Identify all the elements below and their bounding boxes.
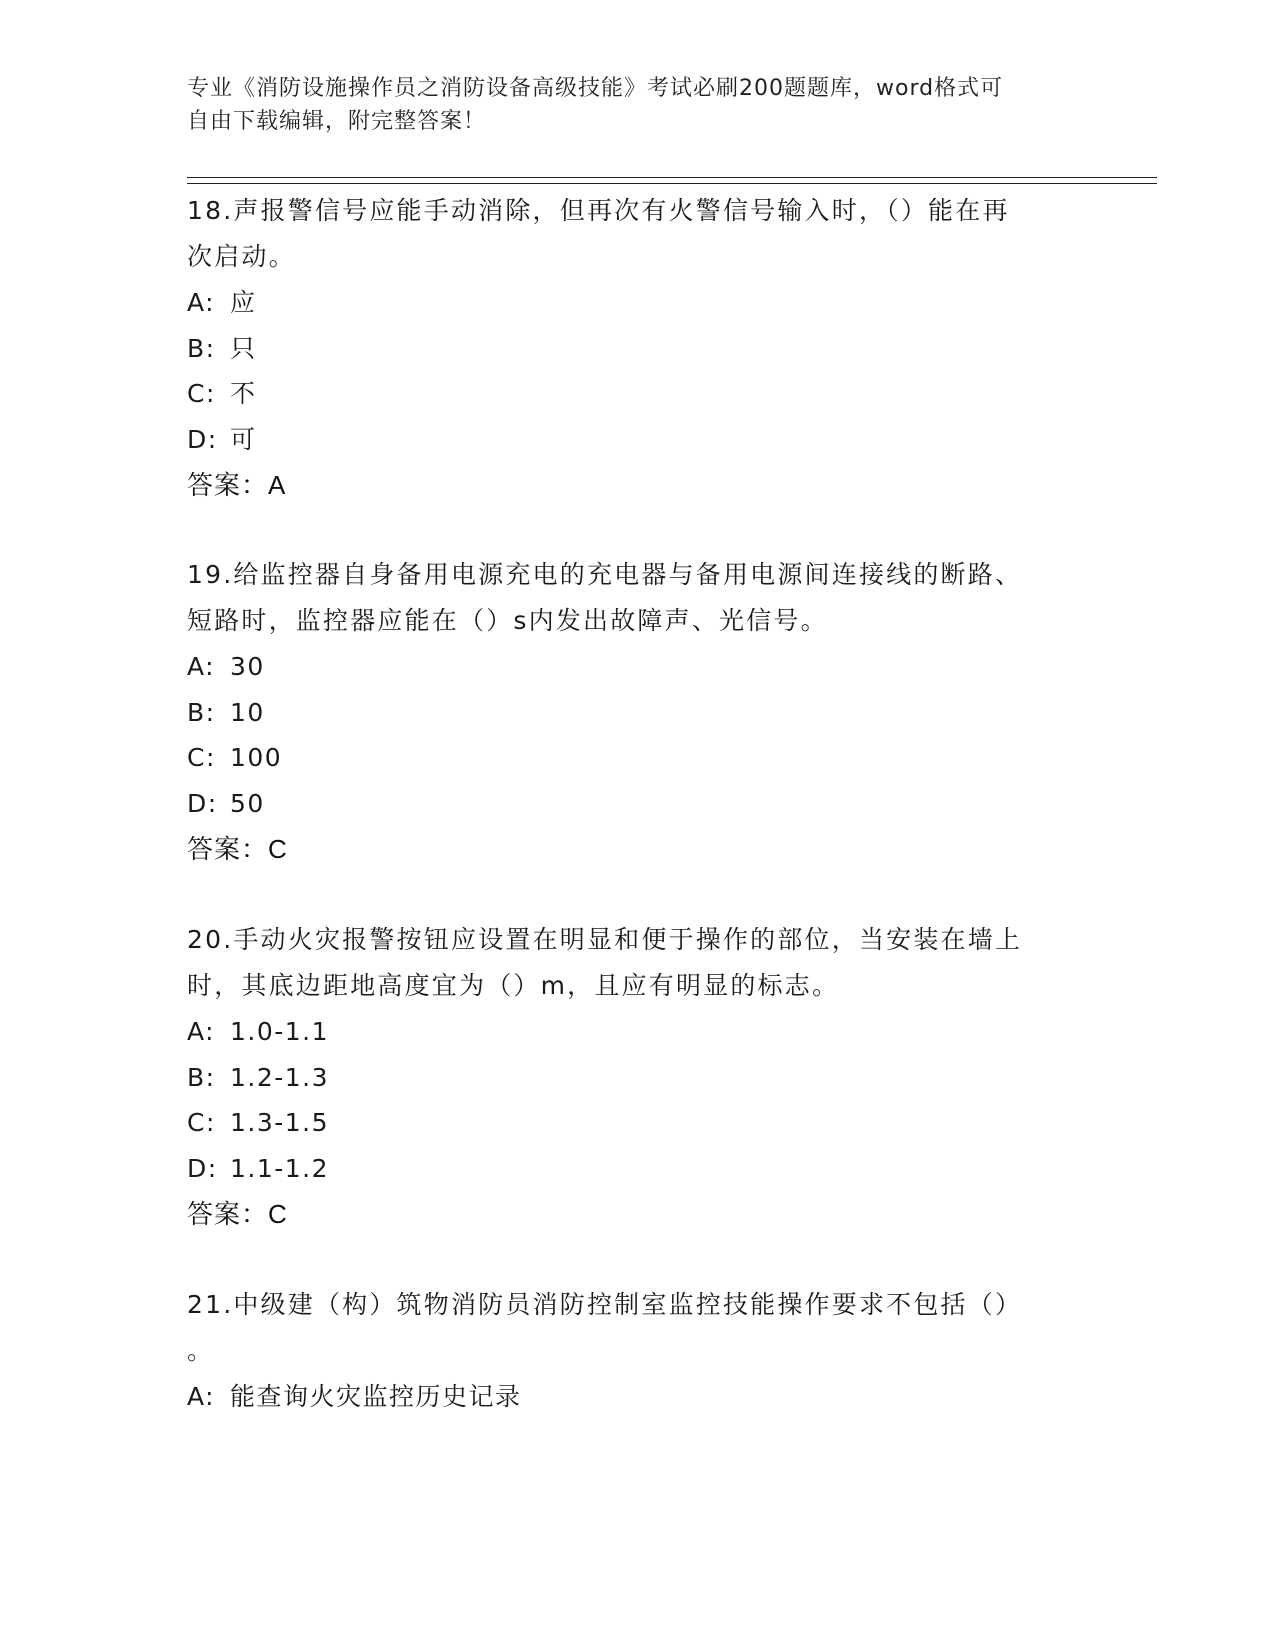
question-20 [187,917,1087,1237]
option-a [187,280,1087,326]
option-letter: C: [187,379,216,408]
option-text: 1.0-1.1 [230,1017,330,1046]
question-19 [187,552,1087,872]
option-letter: B: [187,1062,216,1092]
option-text: 可 [230,424,257,454]
question-stem-line-2: 。 [187,1336,215,1365]
option-a [187,1374,1087,1420]
question-stem-line-1: 20.手动火灾报警按钮应设置在明显和便于操作的部位，当安装在墙上 [187,925,1023,954]
question-answer: 答案：C [187,834,288,864]
option-c [187,735,1087,781]
option-text: 100 [230,743,283,772]
option-text: 10 [230,697,265,727]
question-stem [187,1282,1087,1374]
question-stem [187,917,1087,1009]
question-18 [187,188,1087,508]
option-text: 不 [230,379,257,408]
option-letter: B: [187,697,216,727]
option-letter: C: [187,1108,216,1137]
header-title-line-2: 自由下载编辑，附完整答案！ [187,109,487,134]
option-b [187,690,1087,736]
option-a [187,644,1087,690]
option-letter: C: [187,743,216,772]
option-text: 1.2-1.3 [230,1062,330,1092]
question-stem-line-2: 次启动。 [187,242,296,271]
option-text: 30 [230,652,265,681]
option-letter: D: [187,788,218,818]
question-options [187,1009,1087,1191]
option-text: 50 [230,788,265,818]
option-letter: A: [187,1017,216,1046]
option-letter: A: [187,652,216,681]
option-b [187,1055,1087,1101]
header-divider-bottom [187,183,1157,184]
option-letter: A: [187,1382,216,1411]
option-letter: B: [187,333,216,363]
option-text: 应 [230,288,257,317]
header-title-line-1: 专业《消防设施操作员之消防设备高级技能》考试必刷200题题库，word格式可 [187,76,1004,101]
question-options [187,280,1087,462]
option-letter: A: [187,288,216,317]
question-stem-line-2: 短路时，监控器应能在（）s内发出故障声、光信号。 [187,606,828,635]
question-stem-line-1: 21.中级建（构）筑物消防员消防控制室监控技能操作要求不包括（） [187,1290,1023,1319]
question-21 [187,1282,1087,1420]
option-d [187,1146,1087,1192]
option-d [187,781,1087,827]
option-a [187,1009,1087,1055]
option-c [187,371,1087,417]
header-divider-top [187,177,1157,178]
question-stem-line-1: 18.声报警信号应能手动消除，但再次有火警信号输入时，（）能在再 [187,196,1010,225]
question-answer: 答案：C [187,1199,288,1229]
question-stem-line-2: 时，其底边距地高度宜为（）m，且应有明显的标志。 [187,971,840,1000]
option-text: 只 [230,333,257,363]
question-stem [187,552,1087,644]
option-text: 1.1-1.2 [230,1153,330,1183]
question-options [187,1374,1087,1420]
option-d [187,417,1087,463]
question-stem [187,188,1087,280]
option-b [187,326,1087,372]
question-stem-line-1: 19.给监控器自身备用电源充电的充电器与备用电源间连接线的断路、 [187,560,1023,589]
option-letter: D: [187,1153,218,1183]
question-options [187,644,1087,826]
option-c [187,1100,1087,1146]
option-text: 1.3-1.5 [230,1108,330,1137]
option-text: 能查询火灾监控历史记录 [230,1382,522,1411]
option-letter: D: [187,424,218,454]
document-header [187,72,1067,138]
question-answer: 答案：A [187,470,287,500]
